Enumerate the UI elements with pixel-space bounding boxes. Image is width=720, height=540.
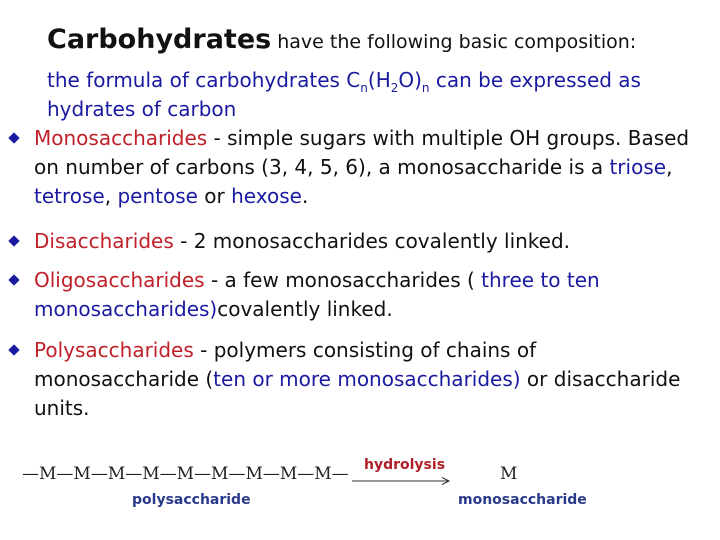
bullet-icon: [8, 274, 19, 285]
example-hexose: hexose: [231, 184, 302, 208]
formula-sub-n1: n: [360, 81, 368, 95]
example-tetrose: tetrose: [34, 184, 105, 208]
formula-sub-2: 2: [390, 81, 399, 95]
oligosaccharides-range: three to ten monosaccharides): [34, 268, 600, 321]
bullet-icon: [8, 132, 19, 143]
reaction-arrow-icon: [352, 476, 452, 486]
hydrolysis-label: hydrolysis: [364, 457, 446, 473]
polysaccharides-description-end: or disaccharide units.: [34, 367, 681, 420]
title-rest: have the following basic composition:: [277, 31, 637, 53]
oligosaccharides-description: - a few monosaccharides (: [204, 268, 482, 292]
term-polysaccharides: Polysaccharides: [34, 338, 194, 362]
example-pentose: pentose: [117, 184, 198, 208]
monosaccharide-label: monosaccharide: [458, 492, 587, 508]
polysaccharide-label: polysaccharide: [132, 492, 251, 508]
polysaccharides-range: ten or more monosaccharides): [213, 367, 521, 391]
list-item-disaccharides: [34, 227, 694, 256]
list-item-monosaccharides: [34, 124, 694, 211]
bullet-icon: [8, 235, 19, 246]
formula-text-1: the formula of carbohydrates C: [47, 68, 361, 92]
term-monosaccharides: Monosaccharides: [34, 126, 208, 150]
separator: ,: [666, 155, 673, 179]
polysaccharide-chain: —M—M—M—M—M—M—M—M—M—: [22, 464, 349, 484]
monomer-symbol: M: [500, 464, 518, 484]
monosaccharides-description: - simple sugars with multiple OH groups. Based on number of carbons (3, 4, 5, 6), a monosaccharide is a: [34, 126, 690, 179]
oligosaccharides-description-end: covalently linked.: [217, 297, 393, 321]
title-keyword: Carbohydrates: [47, 24, 272, 55]
formula-text-3: O): [398, 68, 422, 92]
term-disaccharides: Disaccharides: [34, 229, 174, 253]
term-oligosaccharides: Oligosaccharides: [34, 268, 205, 292]
formula-text-2: (H: [367, 68, 391, 92]
list-item-oligosaccharides: [34, 266, 694, 324]
bullet-icon: [8, 344, 19, 355]
list-item-polysaccharides: [34, 336, 694, 423]
separator: .: [301, 184, 309, 208]
separator: ,: [104, 184, 118, 208]
hydrolysis-diagram: [22, 450, 622, 520]
formula-text-4: can be expressed as hydrates of carbon: [47, 68, 641, 121]
formula-sub-n2: n: [421, 81, 430, 95]
separator: or: [197, 184, 232, 208]
slide-title: [47, 24, 636, 55]
disaccharides-description: - 2 monosaccharides covalently linked.: [173, 229, 571, 253]
polysaccharides-description: - polymers consisting of chains of monosaccharide (: [34, 338, 537, 391]
example-triose: triose: [609, 155, 667, 179]
formula-description: [47, 66, 697, 124]
